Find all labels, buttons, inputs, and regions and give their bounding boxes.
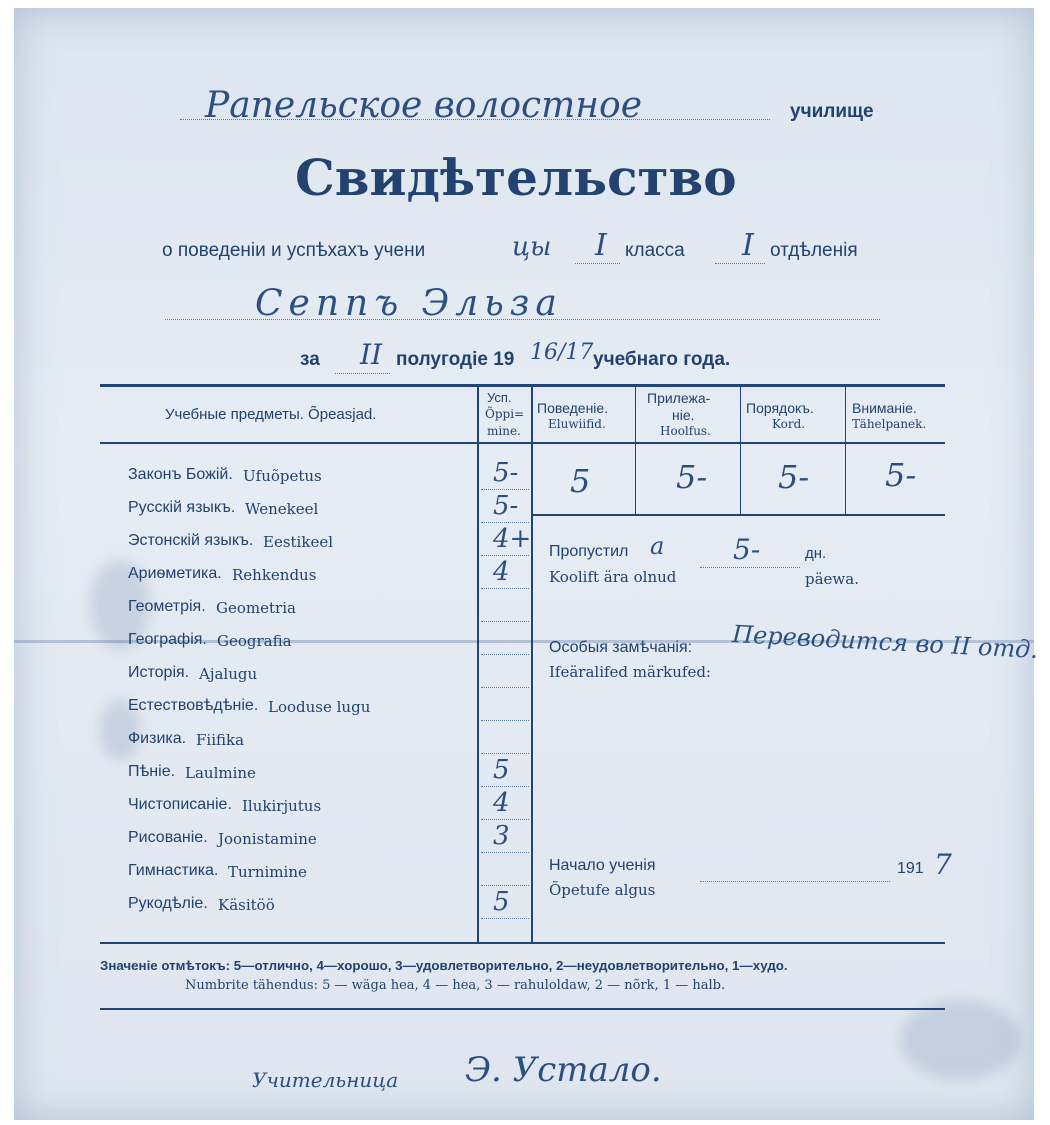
col-order-header: Порядокъ. [746, 400, 814, 416]
about-line-prefix: о поведеніи и успѣхахъ учени [162, 240, 426, 261]
dotted-line [575, 262, 620, 264]
dotted-line [335, 372, 390, 374]
grade-dotted-line [481, 686, 529, 688]
grade-dotted-line [481, 818, 529, 820]
col-attention-header: Вниманіе. [852, 400, 917, 416]
col-grade-header: Усп. [487, 390, 512, 405]
subject-name-ru: Физика. [128, 730, 187, 747]
grade-dotted-line [481, 488, 529, 490]
absence-label-et: Koolift ära olnud [549, 568, 677, 586]
subject-name-ru: Естествовѣдѣніе. [128, 697, 259, 714]
col-behavior-header: Поведеніе. [537, 400, 609, 416]
behavior-grade: 5 [570, 462, 591, 500]
period-number: II [360, 338, 383, 371]
remarks-label-et: Ifeäralifed märkufed: [549, 663, 711, 681]
subject-grade: 5 [493, 887, 510, 917]
dotted-line [700, 566, 800, 568]
absence-label-ending: а [650, 532, 665, 560]
subject-name-et: Joonistamine [218, 830, 317, 848]
grade-legend-ru: Значеніе отмѣтокъ: 5—отлично, 4—хорошо, 3—удовлетворительно, 2—неудовлетворительно, 1—худо. [100, 958, 788, 973]
grade-dotted-line [481, 752, 529, 754]
dotted-line [700, 880, 890, 882]
school-year: 16/17 [530, 340, 594, 365]
document-title: Свидѣтельство [295, 148, 737, 207]
order-grade: 5- [778, 458, 810, 496]
subject-name-ru: Законъ Божій. [128, 466, 233, 483]
column-divider [477, 387, 479, 942]
subject-name-et: Geometria [216, 599, 296, 617]
subject-name-et: Käsitöö [218, 896, 275, 914]
dotted-line [165, 318, 880, 320]
grade-dotted-line [481, 884, 529, 886]
subject-name-ru: Русскій языкъ. [128, 499, 236, 516]
marks-row-rule [533, 514, 945, 516]
absence-days: 5- [733, 533, 761, 566]
subject-name-ru: Чистописаніе. [128, 796, 232, 813]
subject-name-ru: Пѣніе. [128, 763, 176, 780]
col-diligence-header: Прилежа- [647, 390, 711, 406]
col-diligence-header-2: ніе. [672, 407, 695, 423]
subject-name-ru: Геометрія. [128, 598, 206, 615]
period-suffix: учебнаго года. [593, 349, 731, 370]
grade-dotted-line [481, 620, 529, 622]
subject-grade: 5 [493, 755, 510, 785]
column-divider [635, 387, 636, 515]
grade-dotted-line [481, 917, 529, 919]
grade-dotted-line [481, 851, 529, 853]
table-bottom-rule [100, 942, 945, 944]
student-name: Сеппъ Эльза [255, 283, 563, 324]
subject-name-ru: Рисованіе. [128, 829, 208, 846]
col-attention-header-et: Tähelpanek. [852, 417, 927, 431]
table-header-rule [100, 442, 945, 444]
subject-name-et: Ajalugu [199, 665, 258, 683]
subject-grade: 3 [493, 821, 510, 851]
grade-dotted-line [481, 587, 529, 589]
school-name-handwritten: Рапельское волостное [205, 85, 642, 126]
subject-name-ru: Эстонскій языкъ. [128, 532, 254, 549]
department-label: отдѣленія [770, 240, 858, 261]
subject-grade: 4 [493, 788, 510, 818]
col-subjects-header: Учебные предметы. Õpeasjad. [165, 406, 377, 423]
teacher-signature: Э. Устало. [465, 1050, 662, 1090]
col-grade-header-et2: mine. [487, 424, 521, 438]
grade-legend-et: Numbrite tähendus: 5 — wäga hea, 4 — hea, 3 — rahuloldaw, 2 — nõrk, 1 — halb. [185, 978, 726, 993]
period-prefix: за [300, 349, 320, 370]
grade-dotted-line [481, 554, 529, 556]
col-diligence-header-et: Hoolfus. [660, 424, 711, 438]
dotted-line [180, 118, 770, 120]
absence-label: Пропустил [549, 543, 629, 560]
subject-grade: 5- [493, 458, 519, 488]
subject-name-et: Geografia [217, 632, 292, 650]
diligence-grade: 5- [676, 458, 708, 496]
subject-grade: 5- [493, 491, 519, 521]
subject-name-et: Turnimine [228, 863, 307, 881]
subject-name-et: Looduse lugu [268, 698, 371, 716]
grade-dotted-line [481, 653, 529, 655]
subject-name-et: Eestikeel [263, 533, 333, 551]
subject-name-et: Ilukirjutus [242, 797, 322, 815]
attention-grade: 5- [885, 456, 917, 494]
legend-bottom-rule [100, 1008, 945, 1010]
class-label: класса [625, 240, 685, 261]
absence-unit-et: päewa. [805, 570, 859, 588]
subject-name-et: Ufuõpetus [243, 467, 322, 485]
remarks-label: Особыя замѣчанія: [549, 639, 693, 656]
about-line-suffix-hand: цы [512, 232, 552, 262]
start-year-hand: 7 [934, 848, 952, 881]
class-number: I [595, 228, 607, 263]
column-divider [531, 387, 533, 942]
table-top-rule [100, 384, 945, 387]
start-label: Начало ученія [549, 857, 656, 874]
subject-grade: 4+ [493, 524, 532, 554]
grade-dotted-line [481, 719, 529, 721]
absence-unit: дн. [805, 545, 827, 562]
remarks-text: Переводится во II отд. [731, 620, 1039, 664]
ink-stain [900, 1000, 1020, 1080]
subject-name-et: Wenekeel [245, 500, 319, 518]
teacher-label: Учительница [252, 1068, 399, 1092]
subject-name-et: Fiifika [196, 731, 245, 749]
start-label-et: Õpetufe algus [549, 881, 656, 899]
subject-name-ru: Ариѳметика. [128, 565, 222, 582]
col-grade-header-et: Õppi= [485, 407, 525, 421]
col-behavior-header-et: Eluwiifid. [548, 417, 606, 431]
col-order-header-et: Kord. [772, 417, 806, 431]
subject-grade: 4 [493, 557, 510, 587]
subject-name-ru: Гимнастика. [128, 862, 219, 879]
subject-name-ru: Исторія. [128, 664, 190, 681]
subject-name-et: Rehkendus [232, 566, 317, 584]
dotted-line [715, 262, 765, 264]
column-divider [845, 387, 846, 515]
grade-dotted-line [481, 521, 529, 523]
period-mid: полугодіе 19 [396, 349, 515, 370]
department-number: I [742, 228, 754, 263]
subject-name-et: Laulmine [185, 764, 256, 782]
column-divider [740, 387, 741, 515]
school-label: училище [790, 101, 874, 122]
start-year-prefix: 191 [897, 860, 924, 877]
grade-dotted-line [481, 785, 529, 787]
subject-name-ru: Рукодѣліе. [128, 895, 208, 912]
subject-name-ru: Географія. [128, 631, 207, 648]
